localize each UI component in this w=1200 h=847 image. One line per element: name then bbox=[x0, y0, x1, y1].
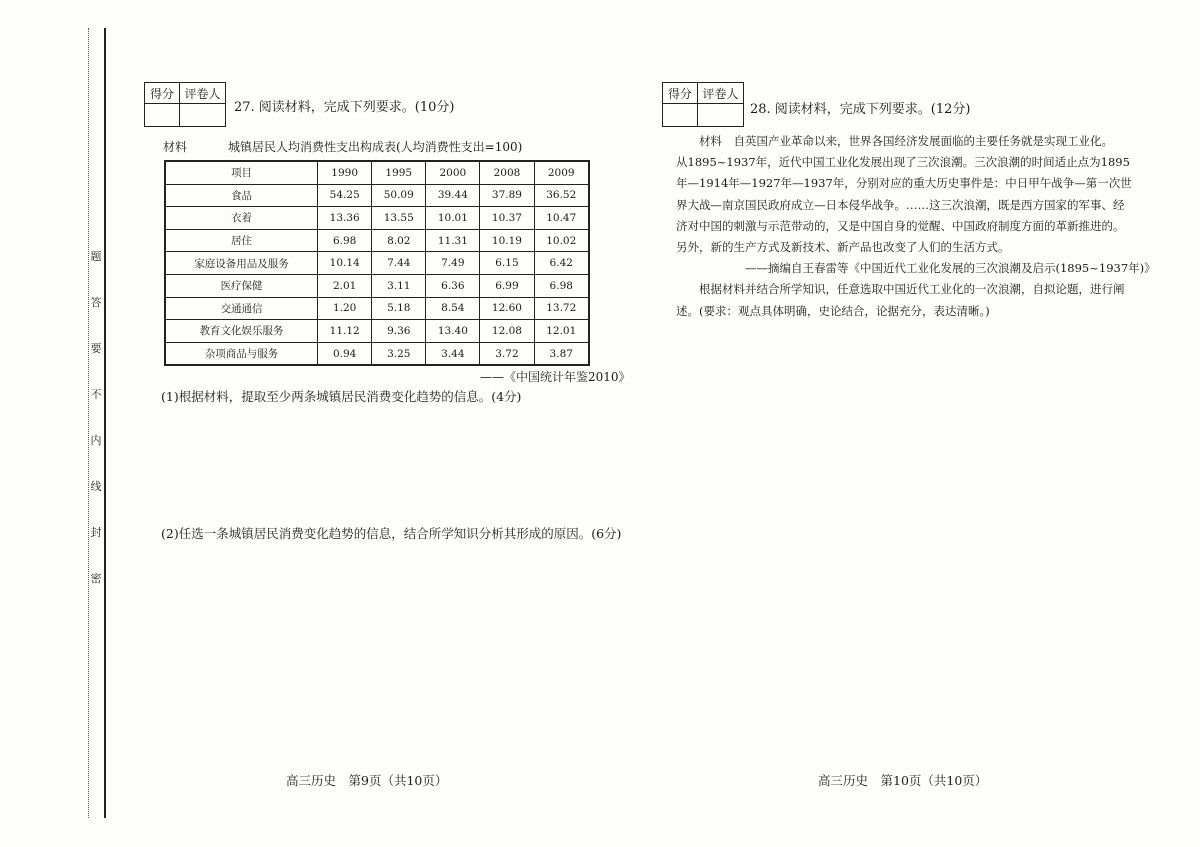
table-cell: 6.99 bbox=[480, 274, 534, 297]
table-cell: 教育文化娱乐服务 bbox=[165, 320, 318, 343]
table-cell: 13.36 bbox=[318, 207, 372, 230]
table-cell: 12.60 bbox=[480, 297, 534, 320]
table-cell: 3.87 bbox=[534, 342, 589, 365]
table-cell: 11.12 bbox=[318, 320, 372, 343]
page-footer-left: 高三历史 第9页（共10页） bbox=[286, 773, 448, 788]
table-cell: 8.02 bbox=[372, 229, 426, 252]
table-cell: 11.31 bbox=[426, 229, 480, 252]
table-header-cell: 2009 bbox=[534, 161, 589, 184]
table-cell: 3.11 bbox=[372, 274, 426, 297]
table-cell: 6.98 bbox=[318, 229, 372, 252]
table-cell: 6.15 bbox=[480, 252, 534, 275]
binding-char: 内 bbox=[90, 434, 102, 447]
q28-line: 从1895~1937年，近代中国工业化发展出现了三次浪潮。三次浪潮的时间适止点为1895 bbox=[676, 155, 1130, 170]
table-cell: 9.36 bbox=[372, 320, 426, 343]
q27-material-label: 材料 bbox=[163, 140, 188, 154]
score-label: 得分 bbox=[145, 83, 180, 104]
table-cell: 交通通信 bbox=[165, 297, 318, 320]
table-cell: 医疗保健 bbox=[165, 274, 318, 297]
table-header-row bbox=[165, 161, 589, 184]
grader-label: 评卷人 bbox=[180, 83, 226, 104]
table-row bbox=[165, 252, 589, 275]
table-cell: 3.25 bbox=[372, 342, 426, 365]
table-cell: 12.01 bbox=[534, 320, 589, 343]
table-cell: 12.08 bbox=[480, 320, 534, 343]
table-cell: 衣着 bbox=[165, 207, 318, 230]
score-cell[interactable] bbox=[145, 104, 180, 127]
table-cell: 7.44 bbox=[372, 252, 426, 275]
table-cell: 1.20 bbox=[318, 297, 372, 320]
q28-line: 材料 自英国产业革命以来，世界各国经济发展面临的主要任务就是实现工业化。 bbox=[676, 134, 1113, 148]
q27-source: ——《中国统计年鉴2010》 bbox=[480, 370, 631, 384]
table-cell: 10.02 bbox=[534, 229, 589, 252]
table-header-cell: 1995 bbox=[372, 161, 426, 184]
q27-sub-question-1: (1)根据材料，提取至少两条城镇居民消费变化趋势的信息。(4分) bbox=[161, 389, 522, 404]
binding-char: 不 bbox=[90, 388, 102, 401]
grader-cell[interactable] bbox=[180, 104, 226, 127]
q27-table-caption: 城镇居民人均消费性支出构成表(人均消费性支出=100) bbox=[228, 140, 523, 154]
table-cell: 7.49 bbox=[426, 252, 480, 275]
table-header-cell: 2000 bbox=[426, 161, 480, 184]
table-cell: 6.36 bbox=[426, 274, 480, 297]
table-cell: 10.37 bbox=[480, 207, 534, 230]
table-row bbox=[165, 297, 589, 320]
table-cell: 3.72 bbox=[480, 342, 534, 365]
score-box-q28 bbox=[662, 82, 744, 127]
binding-char: 要 bbox=[90, 342, 102, 355]
table-row bbox=[165, 274, 589, 297]
table-cell: 家庭设备用品及服务 bbox=[165, 252, 318, 275]
table-header-cell: 1990 bbox=[318, 161, 372, 184]
table-row bbox=[165, 342, 589, 365]
q28-line: 界大战—南京国民政府成立—日本侵华战争。……这三次浪潮，既是西方国家的军事、经 bbox=[676, 197, 1125, 212]
table-cell: 10.47 bbox=[534, 207, 589, 230]
table-cell: 6.42 bbox=[534, 252, 589, 275]
table-row bbox=[165, 320, 589, 343]
table-row bbox=[165, 184, 589, 207]
table-header-cell: 2008 bbox=[480, 161, 534, 184]
q27-sub-question-2: (2)任选一条城镇居民消费变化趋势的信息，结合所学知识分析其形成的原因。(6分) bbox=[161, 526, 622, 541]
q28-material bbox=[676, 131, 1160, 322]
binding-dotted-line bbox=[88, 28, 89, 818]
binding-solid-line bbox=[104, 28, 106, 818]
score-label: 得分 bbox=[663, 83, 698, 104]
table-cell: 3.44 bbox=[426, 342, 480, 365]
q28-title: 28. 阅读材料，完成下列要求。(12分) bbox=[750, 102, 971, 117]
table-cell: 8.54 bbox=[426, 297, 480, 320]
table-cell: 13.72 bbox=[534, 297, 589, 320]
table-cell: 食品 bbox=[165, 184, 318, 207]
table-cell: 杂项商品与服务 bbox=[165, 342, 318, 365]
table-cell: 10.19 bbox=[480, 229, 534, 252]
q28-line: 年—1914年—1927年—1937年，分别对应的重大历史事件是：中日甲午战争—第一次世 bbox=[676, 176, 1132, 191]
table-row bbox=[165, 229, 589, 252]
q28-line: 另外，新的生产方式及新技术、新产品也改变了人们的生活方式。 bbox=[676, 240, 1010, 255]
table-cell: 居住 bbox=[165, 229, 318, 252]
table-cell: 39.44 bbox=[426, 184, 480, 207]
page-footer-right: 高三历史 第10页（共10页） bbox=[818, 773, 988, 788]
binding-char: 答 bbox=[90, 296, 102, 309]
table-cell: 5.18 bbox=[372, 297, 426, 320]
consumption-table bbox=[164, 160, 590, 366]
table-cell: 36.52 bbox=[534, 184, 589, 207]
q28-question: 述。(要求：观点具体明确，史论结合，论据充分，表达清晰。) bbox=[676, 303, 990, 318]
binding-char: 密 bbox=[90, 572, 102, 585]
q28-question: 根据材料并结合所学知识，任意选取中国近代工业化的一次浪潮，自拟论题，进行阐 bbox=[676, 282, 1125, 297]
table-cell: 13.55 bbox=[372, 207, 426, 230]
table-cell: 13.40 bbox=[426, 320, 480, 343]
grader-cell[interactable] bbox=[698, 104, 744, 127]
table-cell: 0.94 bbox=[318, 342, 372, 365]
q28-line: 济对中国的刺激与示范带动的，又是中国自身的觉醒、中国政府制度方面的革新推进的。 bbox=[676, 218, 1125, 233]
table-cell: 6.98 bbox=[534, 274, 589, 297]
binding-char: 线 bbox=[90, 480, 102, 493]
q28-citation: ——摘编自王春雷等《中国近代工业化发展的三次浪潮及启示(1895~1937年)》 bbox=[676, 261, 1156, 276]
table-cell: 50.09 bbox=[372, 184, 426, 207]
score-cell[interactable] bbox=[663, 104, 698, 127]
q27-title: 27. 阅读材料，完成下列要求。(10分) bbox=[234, 100, 455, 115]
table-row bbox=[165, 207, 589, 230]
table-cell: 54.25 bbox=[318, 184, 372, 207]
binding-char: 题 bbox=[90, 250, 102, 263]
grader-label: 评卷人 bbox=[698, 83, 744, 104]
score-box-q27 bbox=[144, 82, 226, 127]
table-cell: 37.89 bbox=[480, 184, 534, 207]
table-cell: 10.14 bbox=[318, 252, 372, 275]
table-cell: 2.01 bbox=[318, 274, 372, 297]
table-cell: 10.01 bbox=[426, 207, 480, 230]
binding-char: 封 bbox=[90, 526, 102, 539]
table-header-cell: 项目 bbox=[165, 161, 318, 184]
